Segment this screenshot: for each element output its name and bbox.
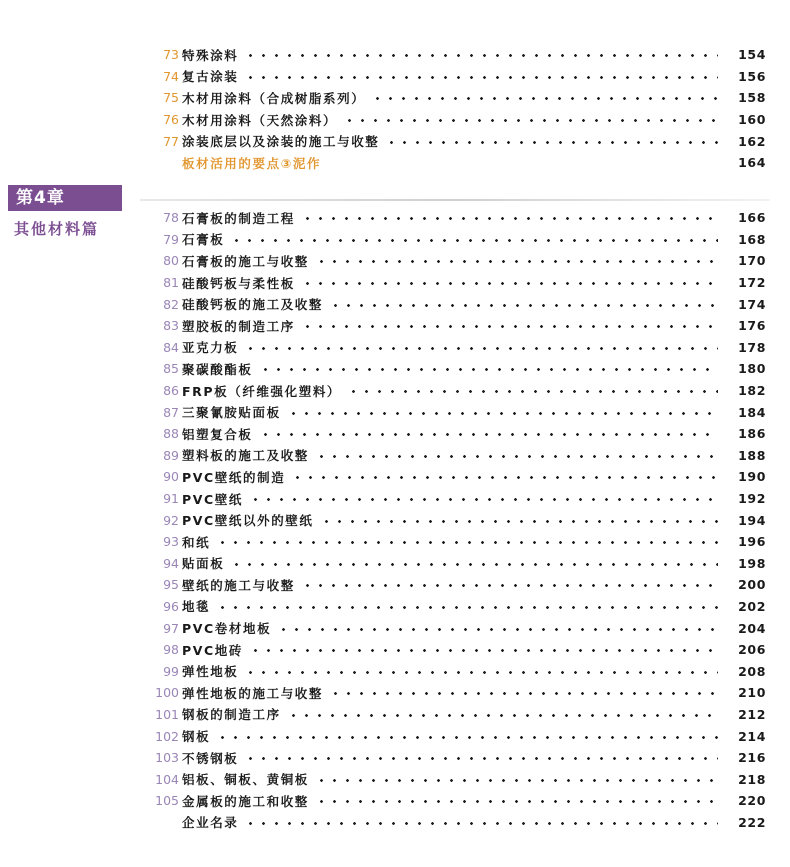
toc-entry — [146, 401, 766, 423]
dot-leader — [249, 649, 718, 652]
dot-leader — [277, 628, 718, 631]
section-divider — [140, 199, 770, 201]
dot-leader — [301, 282, 718, 285]
toc-entry-number: 80 — [163, 253, 179, 269]
toc-entry-number: 88 — [163, 426, 179, 442]
toc-entry — [146, 509, 766, 531]
toc-entry-page: 200 — [738, 577, 766, 593]
toc-entry-title: 三聚氰胺贴面板 — [182, 405, 281, 421]
toc-entry-title: 石膏板 — [182, 232, 225, 248]
toc-entry-number: 105 — [155, 793, 179, 809]
toc-entry-number: 85 — [163, 361, 179, 377]
toc-entry-number: 103 — [155, 750, 179, 766]
dot-leader — [244, 76, 718, 79]
toc-entry-number: 84 — [163, 339, 179, 355]
dot-leader — [371, 97, 718, 100]
toc-entry-title: 石膏板的施工与收整 — [182, 253, 309, 269]
toc-entry-page: 216 — [738, 750, 766, 766]
dot-leader — [259, 368, 718, 371]
toc-entry — [146, 44, 766, 66]
toc-entry-page: 160 — [738, 112, 766, 128]
toc-entry-page: 190 — [738, 469, 766, 485]
dot-leader — [291, 476, 718, 479]
toc-entry-page: 180 — [738, 361, 766, 377]
toc-entry-number: 101 — [155, 706, 179, 722]
toc-entry-title: 木材用涂料（合成树脂系列） — [182, 90, 366, 106]
toc-entry-title: 特殊涂料 — [182, 47, 239, 63]
toc-entry-number: 104 — [155, 771, 179, 787]
toc-entry — [146, 725, 766, 747]
toc-entry-title: 弹性地板的施工与收整 — [182, 685, 324, 701]
toc-entry-title: 铝板、铜板、黄铜板 — [182, 772, 309, 788]
chapter-title: 其他材料篇 — [14, 220, 100, 238]
toc-entry-page: 176 — [738, 318, 766, 334]
toc-entry-title: 复古涂装 — [182, 69, 239, 85]
toc-entry-page: 206 — [738, 642, 766, 658]
toc-entry-number: 76 — [163, 112, 179, 128]
toc-entry — [146, 358, 766, 380]
toc-entry-number: 74 — [163, 68, 179, 84]
dot-leader — [249, 498, 718, 501]
toc-entry-number: 97 — [163, 620, 179, 636]
toc-entry-number: 100 — [155, 685, 179, 701]
toc-entry — [146, 639, 766, 661]
toc-entry-number: 90 — [163, 469, 179, 485]
toc-entry-page: 208 — [738, 663, 766, 679]
dot-leader — [301, 217, 718, 220]
toc-entry-page: 178 — [738, 339, 766, 355]
toc-entry — [146, 682, 766, 704]
toc-entry — [146, 445, 766, 467]
toc-entry-number: 92 — [163, 512, 179, 528]
toc-entry — [146, 272, 766, 294]
toc-entry-title: PVC壁纸 — [182, 491, 244, 507]
dot-leader — [287, 714, 718, 717]
toc-entry-number: 73 — [163, 47, 179, 63]
toc-entry-title: 贴面板 — [182, 556, 225, 572]
toc-entry-title: PVC壁纸以外的壁纸 — [182, 513, 314, 529]
toc-entry — [146, 466, 766, 488]
dot-leader — [329, 692, 718, 695]
toc-entry — [146, 109, 766, 131]
toc-entry-page: 212 — [738, 706, 766, 722]
toc-entry-title: 硅酸钙板与柔性板 — [182, 275, 295, 291]
toc-entry — [146, 574, 766, 596]
toc-entry-page: 186 — [738, 426, 766, 442]
toc-entry — [146, 229, 766, 251]
toc-entry — [146, 660, 766, 682]
toc-entry — [146, 553, 766, 575]
toc-entry-title: 企业名录 — [182, 815, 239, 831]
toc-entry-number: 93 — [163, 534, 179, 550]
dot-leader — [329, 304, 718, 307]
toc-entry-number: 94 — [163, 555, 179, 571]
toc-entry-page: 202 — [738, 598, 766, 614]
toc-entry — [146, 812, 766, 834]
toc-entry — [146, 87, 766, 109]
toc-entry — [146, 66, 766, 88]
dot-leader — [301, 325, 718, 328]
dot-leader — [315, 260, 718, 263]
dot-leader — [287, 412, 718, 415]
dot-leader — [216, 736, 718, 739]
toc-entry — [146, 315, 766, 337]
toc-entry-number: 91 — [163, 491, 179, 507]
dot-leader — [315, 779, 718, 782]
dot-leader — [244, 757, 718, 760]
toc-entry-page: 182 — [738, 383, 766, 399]
toc-entry-page: 170 — [738, 253, 766, 269]
toc-entry-page: 184 — [738, 404, 766, 420]
toc-entry — [146, 790, 766, 812]
toc-section-chapter-4 — [146, 207, 766, 833]
dot-leader — [244, 347, 718, 350]
toc-entry-number: 95 — [163, 577, 179, 593]
toc-entry-title: 聚碳酸酯板 — [182, 361, 253, 377]
toc-entry-page: 214 — [738, 728, 766, 744]
toc-entry-title: 不锈钢板 — [182, 750, 239, 766]
toc-entry — [146, 337, 766, 359]
dot-leader — [230, 239, 718, 242]
toc-entry — [146, 130, 766, 152]
toc-entry-page: 164 — [738, 155, 766, 171]
toc-entry — [146, 704, 766, 726]
toc-entry-page: 156 — [738, 68, 766, 84]
dot-leader — [244, 54, 718, 57]
toc-entry-title: 地毯 — [182, 599, 211, 615]
toc-entry — [146, 207, 766, 229]
dot-leader — [244, 822, 718, 825]
dot-leader — [385, 141, 718, 144]
toc-entry-page: 218 — [738, 771, 766, 787]
toc-entry-page: 222 — [738, 814, 766, 830]
dot-leader — [301, 584, 718, 587]
dot-leader — [320, 520, 718, 523]
toc-entry-number: 78 — [163, 210, 179, 226]
dot-leader — [259, 433, 718, 436]
dot-leader — [315, 455, 718, 458]
toc-entry-title: FRP板（纤维强化塑料） — [182, 383, 342, 399]
toc-entry — [146, 617, 766, 639]
toc-entry-title: 钢板的制造工序 — [182, 707, 281, 723]
toc-entry — [146, 293, 766, 315]
toc-entry-title: 金属板的施工和收整 — [182, 793, 309, 809]
toc-entry-title: 和纸 — [182, 534, 211, 550]
toc-section-chapter-3-end — [146, 44, 766, 174]
toc-entry-title: 木材用涂料（天然涂料） — [182, 112, 338, 128]
toc-entry-title: 板材活用的要点③泥作 — [182, 155, 322, 171]
toc-entry — [146, 380, 766, 402]
toc-entry-page: 204 — [738, 620, 766, 636]
toc-entry-title: 弹性地板 — [182, 664, 239, 680]
toc-entry-title: 亚克力板 — [182, 340, 239, 356]
toc-entry — [146, 250, 766, 272]
toc-entry-number: 79 — [163, 231, 179, 247]
toc-entry-title: PVC卷材地板 — [182, 621, 272, 637]
toc-entry-page: 168 — [738, 231, 766, 247]
toc-entry-number: 82 — [163, 296, 179, 312]
toc-entry-page: 188 — [738, 447, 766, 463]
toc-entry-page: 166 — [738, 210, 766, 226]
toc-entry-number: 96 — [163, 598, 179, 614]
toc-entry-number: 102 — [155, 728, 179, 744]
toc-entry-number: 89 — [163, 447, 179, 463]
toc-entry-title: 塑料板的施工及收整 — [182, 448, 309, 464]
dot-leader — [343, 119, 718, 122]
toc-entry-number: 98 — [163, 642, 179, 658]
dot-leader — [315, 800, 718, 803]
toc-entry-page: 158 — [738, 90, 766, 106]
toc-entry-page: 172 — [738, 275, 766, 291]
toc-entry-number: 77 — [163, 133, 179, 149]
toc-entry-page: 220 — [738, 793, 766, 809]
toc-entry-number: 75 — [163, 90, 179, 106]
toc-entry-title: 石膏板的制造工程 — [182, 210, 295, 226]
toc-entry-number: 83 — [163, 318, 179, 334]
dot-leader — [244, 671, 718, 674]
dot-leader — [216, 541, 718, 544]
toc-entry-page: 154 — [738, 47, 766, 63]
toc-entry-page: 194 — [738, 512, 766, 528]
toc-entry-title: 塑胶板的制造工序 — [182, 318, 295, 334]
toc-entry-number: 86 — [163, 383, 179, 399]
toc-entry-number: 87 — [163, 404, 179, 420]
dot-leader — [347, 390, 718, 393]
toc-entry-number: 81 — [163, 275, 179, 291]
toc-entry — [146, 596, 766, 618]
toc-entry-page: 162 — [738, 133, 766, 149]
toc-entry — [146, 531, 766, 553]
toc-entry-page: 198 — [738, 555, 766, 571]
toc-entry-page: 192 — [738, 491, 766, 507]
toc-entry-page: 174 — [738, 296, 766, 312]
toc-entry-title: 涂装底层以及涂装的施工与收整 — [182, 134, 380, 150]
toc-entry — [146, 488, 766, 510]
chapter-label: 第4章 — [8, 185, 122, 211]
toc-entry-title: PVC壁纸的制造 — [182, 469, 286, 485]
toc-entry-title: 硅酸钙板的施工及收整 — [182, 297, 324, 313]
toc-entry — [146, 768, 766, 790]
toc-entry-title: PVC地砖 — [182, 642, 244, 658]
toc-entry-title: 钢板 — [182, 729, 211, 745]
toc-entry-number: 99 — [163, 663, 179, 679]
toc-entry — [146, 152, 766, 174]
dot-leader — [230, 563, 718, 566]
toc-entry-title: 壁纸的施工与收整 — [182, 577, 295, 593]
toc-entry-title: 铝塑复合板 — [182, 426, 253, 442]
toc-entry-page: 210 — [738, 685, 766, 701]
toc-entry-page: 196 — [738, 534, 766, 550]
toc-entry — [146, 423, 766, 445]
dot-leader — [216, 606, 718, 609]
toc-entry — [146, 747, 766, 769]
